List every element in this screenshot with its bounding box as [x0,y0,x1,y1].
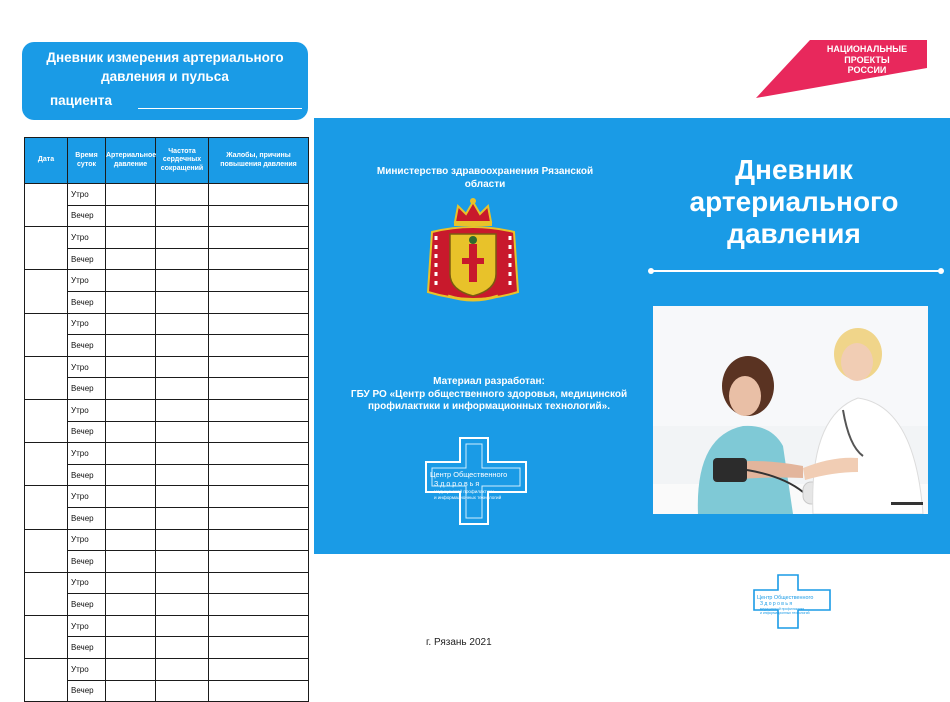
heart-rate-cell[interactable] [156,443,209,465]
blood-pressure-cell[interactable] [106,184,156,206]
complaints-cell[interactable] [209,594,309,616]
complaints-cell[interactable] [209,464,309,486]
table-row [25,227,309,249]
national-projects-line2: ПРОЕКТЫ [844,54,890,65]
public-health-center-logo-icon [422,436,532,528]
small-logo-line4: и информационных технологий [760,611,810,615]
blood-pressure-cell[interactable] [106,529,156,551]
table-row [25,313,309,335]
time-of-day-cell: Вечер [68,594,106,616]
column-header-date: Дата [25,138,68,184]
date-cell[interactable] [25,270,68,313]
time-of-day-cell: Утро [68,572,106,594]
table-row [25,486,309,508]
diary-header-box [22,42,308,120]
time-of-day-cell: Утро [68,227,106,249]
public-health-center-small-logo-icon [752,574,832,630]
table-row [25,184,309,206]
heart-rate-cell[interactable] [156,227,209,249]
blood-pressure-cell[interactable] [106,443,156,465]
table-row [25,464,309,486]
table-row [25,378,309,400]
time-of-day-cell: Вечер [68,464,106,486]
column-header-blood-pressure: Артериальное давление [106,138,156,184]
date-cell[interactable] [25,572,68,615]
date-cell[interactable] [25,443,68,486]
coat-of-arms-icon [418,196,528,308]
small-logo-line1: Центр Общественного [757,595,814,601]
time-of-day-cell: Вечер [68,378,106,400]
national-projects-line3: РОССИИ [847,65,887,75]
column-header-complaints: Жалобы, причины повышения давления [209,138,309,184]
complaints-cell[interactable] [209,227,309,249]
blood-pressure-cell[interactable] [106,378,156,400]
developer-credit [334,376,644,414]
complaints-cell[interactable] [209,443,309,465]
time-of-day-cell: Вечер [68,680,106,702]
table-row [25,529,309,551]
center-logo-line4: и информационных технологий [434,495,502,500]
blood-pressure-cell[interactable] [106,637,156,659]
complaints-cell[interactable] [209,680,309,702]
table-row [25,594,309,616]
time-of-day-cell: Вечер [68,637,106,659]
heart-rate-cell[interactable] [156,637,209,659]
blood-pressure-cell[interactable] [106,399,156,421]
date-cell[interactable] [25,313,68,356]
time-of-day-cell: Вечер [68,205,106,227]
date-cell[interactable] [25,529,68,572]
complaints-cell[interactable] [209,335,309,357]
heart-rate-cell[interactable] [156,572,209,594]
national-projects-logo [752,38,927,105]
table-row [25,270,309,292]
blood-pressure-cell[interactable] [106,421,156,443]
table-row [25,507,309,529]
blood-pressure-cell[interactable] [106,356,156,378]
table-row [25,637,309,659]
cover-panel [314,118,950,554]
date-cell[interactable] [25,486,68,529]
date-cell[interactable] [25,659,68,702]
time-of-day-cell: Утро [68,615,106,637]
time-of-day-cell: Утро [68,313,106,335]
table-row [25,680,309,702]
table-row [25,615,309,637]
blood-pressure-cell[interactable] [106,248,156,270]
complaints-cell[interactable] [209,486,309,508]
cover-title-line2: артериального [689,186,899,217]
complaints-cell[interactable] [209,507,309,529]
blood-pressure-cell[interactable] [106,313,156,335]
patient-label: пациента [50,93,113,108]
complaints-cell[interactable] [209,378,309,400]
blood-pressure-cell[interactable] [106,291,156,313]
time-of-day-cell: Утро [68,443,106,465]
heart-rate-cell[interactable] [156,486,209,508]
table-row [25,205,309,227]
heart-rate-cell[interactable] [156,291,209,313]
diary-header-line1: Дневник измерения артериального [46,50,284,65]
center-logo-line3: медицинской профилактики [434,489,494,494]
cover-title-line3: давления [727,218,861,249]
blood-pressure-cell[interactable] [106,680,156,702]
complaints-cell[interactable] [209,551,309,573]
time-of-day-cell: Утро [68,486,106,508]
small-logo-line3: медицинской профилактики [760,607,805,611]
heart-rate-cell[interactable] [156,184,209,206]
blood-pressure-cell[interactable] [106,594,156,616]
table-row [25,291,309,313]
diary-header-line2: давления и пульса [101,69,229,84]
time-of-day-cell: Вечер [68,335,106,357]
table-row [25,421,309,443]
date-cell[interactable] [25,615,68,658]
complaints-cell[interactable] [209,421,309,443]
date-cell[interactable] [25,184,68,227]
complaints-cell[interactable] [209,356,309,378]
complaints-cell[interactable] [209,659,309,681]
complaints-cell[interactable] [209,529,309,551]
heart-rate-cell[interactable] [156,551,209,573]
time-of-day-cell: Утро [68,399,106,421]
patient-name-line [138,108,302,109]
developer-text: ГБУ РО «Центр общественного здоровья, медицинской профилактики и информационных технологий». [350,388,628,413]
heart-rate-cell[interactable] [156,680,209,702]
heart-rate-cell[interactable] [156,248,209,270]
blood-pressure-cell[interactable] [106,205,156,227]
divider-dot-left [648,268,654,274]
complaints-cell[interactable] [209,615,309,637]
heart-rate-cell[interactable] [156,378,209,400]
heart-rate-cell[interactable] [156,659,209,681]
time-of-day-cell: Утро [68,270,106,292]
small-logo-line2: Здоровья [760,601,794,607]
national-projects-line1: НАЦИОНАЛЬНЫЕ [826,44,908,54]
heart-rate-cell[interactable] [156,507,209,529]
complaints-cell[interactable] [209,572,309,594]
time-of-day-cell: Утро [68,184,106,206]
heart-rate-cell[interactable] [156,270,209,292]
blood-pressure-cell[interactable] [106,507,156,529]
time-of-day-cell: Вечер [68,551,106,573]
city-year: г. Рязань 2021 [426,637,492,648]
heart-rate-cell[interactable] [156,464,209,486]
date-cell[interactable] [25,356,68,399]
complaints-cell[interactable] [209,637,309,659]
heart-rate-cell[interactable] [156,313,209,335]
blood-pressure-cell[interactable] [106,615,156,637]
complaints-cell[interactable] [209,205,309,227]
blood-pressure-cell[interactable] [106,551,156,573]
center-logo-line2: Здоровья [434,481,482,488]
table-row [25,572,309,594]
date-cell[interactable] [25,399,68,442]
table-row [25,443,309,465]
column-header-heart-rate: Частота сердечных сокращений [156,138,209,184]
doctor-measuring-blood-pressure-photo [653,306,928,514]
blood-pressure-cell[interactable] [106,270,156,292]
blood-pressure-cell[interactable] [106,572,156,594]
time-of-day-cell: Вечер [68,248,106,270]
time-of-day-cell: Утро [68,356,106,378]
date-cell[interactable] [25,227,68,270]
time-of-day-cell: Вечер [68,507,106,529]
heart-rate-cell[interactable] [156,335,209,357]
cover-title [644,154,944,250]
blood-pressure-cell[interactable] [106,659,156,681]
complaints-cell[interactable] [209,313,309,335]
developer-heading: Материал разработан: [433,376,545,387]
complaints-cell[interactable] [209,248,309,270]
divider-dot-right [938,268,944,274]
time-of-day-cell: Утро [68,529,106,551]
heart-rate-cell[interactable] [156,356,209,378]
table-row [25,335,309,357]
heart-rate-cell[interactable] [156,399,209,421]
blood-pressure-cell[interactable] [106,227,156,249]
heart-rate-cell[interactable] [156,421,209,443]
center-logo-line1: Центр Общественного [430,470,508,479]
time-of-day-cell: Утро [68,659,106,681]
national-projects-text [812,44,922,76]
table-row [25,399,309,421]
blood-pressure-cell[interactable] [106,486,156,508]
heart-rate-cell[interactable] [156,205,209,227]
complaints-cell[interactable] [209,399,309,421]
blood-pressure-cell[interactable] [106,335,156,357]
title-divider [651,270,941,272]
column-header-time-of-day: Время суток [68,138,106,184]
cover-title-line1: Дневник [735,154,853,185]
table-row [25,356,309,378]
time-of-day-cell: Вечер [68,291,106,313]
time-of-day-cell: Вечер [68,421,106,443]
measurement-table [24,137,309,702]
heart-rate-cell[interactable] [156,615,209,637]
table-row [25,659,309,681]
complaints-cell[interactable] [209,184,309,206]
complaints-cell[interactable] [209,291,309,313]
table-header-row [25,138,309,184]
complaints-cell[interactable] [209,270,309,292]
table-row [25,551,309,573]
ministry-name: Министерство здравоохранения Рязанской области [376,166,594,190]
table-row [25,248,309,270]
heart-rate-cell[interactable] [156,529,209,551]
heart-rate-cell[interactable] [156,594,209,616]
blood-pressure-cell[interactable] [106,464,156,486]
